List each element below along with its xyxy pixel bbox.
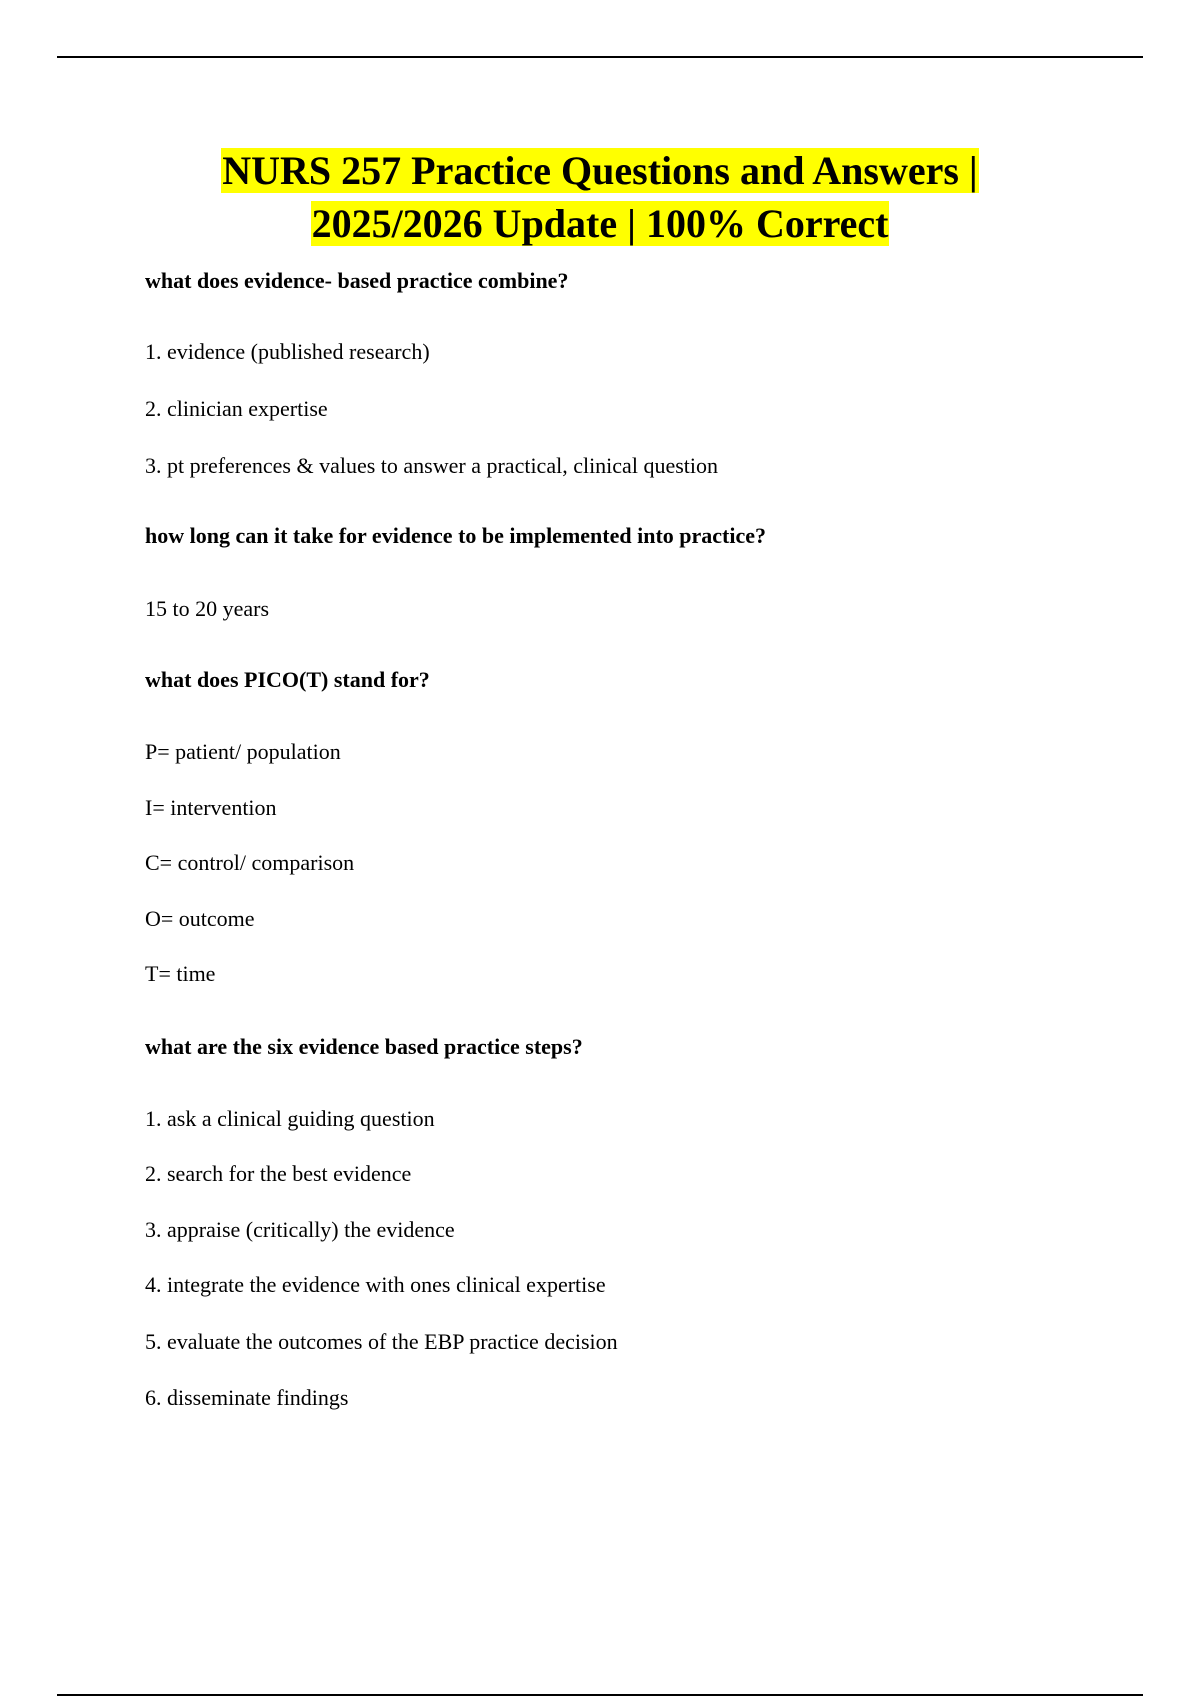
answer-1-item-3: 3. pt preferences & values to answer a practical, clinical question bbox=[145, 453, 718, 478]
question-4: what are the six evidence based practice steps? bbox=[145, 1034, 583, 1059]
answer-3-item-4: O= outcome bbox=[145, 906, 255, 931]
page-top-rule bbox=[57, 56, 1143, 58]
answer-3-item-3: C= control/ comparison bbox=[145, 850, 355, 875]
answer-2-item-1: 15 to 20 years bbox=[145, 596, 270, 621]
question-3: what does PICO(T) stand for? bbox=[145, 667, 430, 692]
answer-1-item-1: 1. evidence (published research) bbox=[145, 339, 430, 364]
answer-4-item-1: 1. ask a clinical guiding question bbox=[145, 1106, 435, 1131]
answer-3-item-2: I= intervention bbox=[145, 795, 277, 820]
question-2: how long can it take for evidence to be implemented into practice? bbox=[145, 523, 767, 548]
answer-3-item-5: T= time bbox=[145, 961, 216, 986]
document-title-line-2 bbox=[0, 197, 1200, 250]
question-1: what does evidence- based practice combine? bbox=[145, 268, 569, 293]
answer-4-item-2: 2. search for the best evidence bbox=[145, 1161, 412, 1186]
answer-4-item-6: 6. disseminate findings bbox=[145, 1385, 349, 1410]
document-title-line-1 bbox=[0, 144, 1200, 197]
answer-4-item-3: 3. appraise (critically) the evidence bbox=[145, 1217, 455, 1242]
title-highlight-1: NURS 257 Practice Questions and Answers | bbox=[222, 148, 978, 193]
answer-3-item-1: P= patient/ population bbox=[145, 739, 341, 764]
answer-1-item-2: 2. clinician expertise bbox=[145, 396, 328, 421]
page-bottom-rule bbox=[57, 1694, 1143, 1696]
answer-4-item-4: 4. integrate the evidence with ones clinical expertise bbox=[145, 1272, 606, 1297]
answer-4-item-5: 5. evaluate the outcomes of the EBP practice decision bbox=[145, 1329, 618, 1354]
title-highlight-2: 2025/2026 Update | 100% Correct bbox=[311, 201, 889, 246]
